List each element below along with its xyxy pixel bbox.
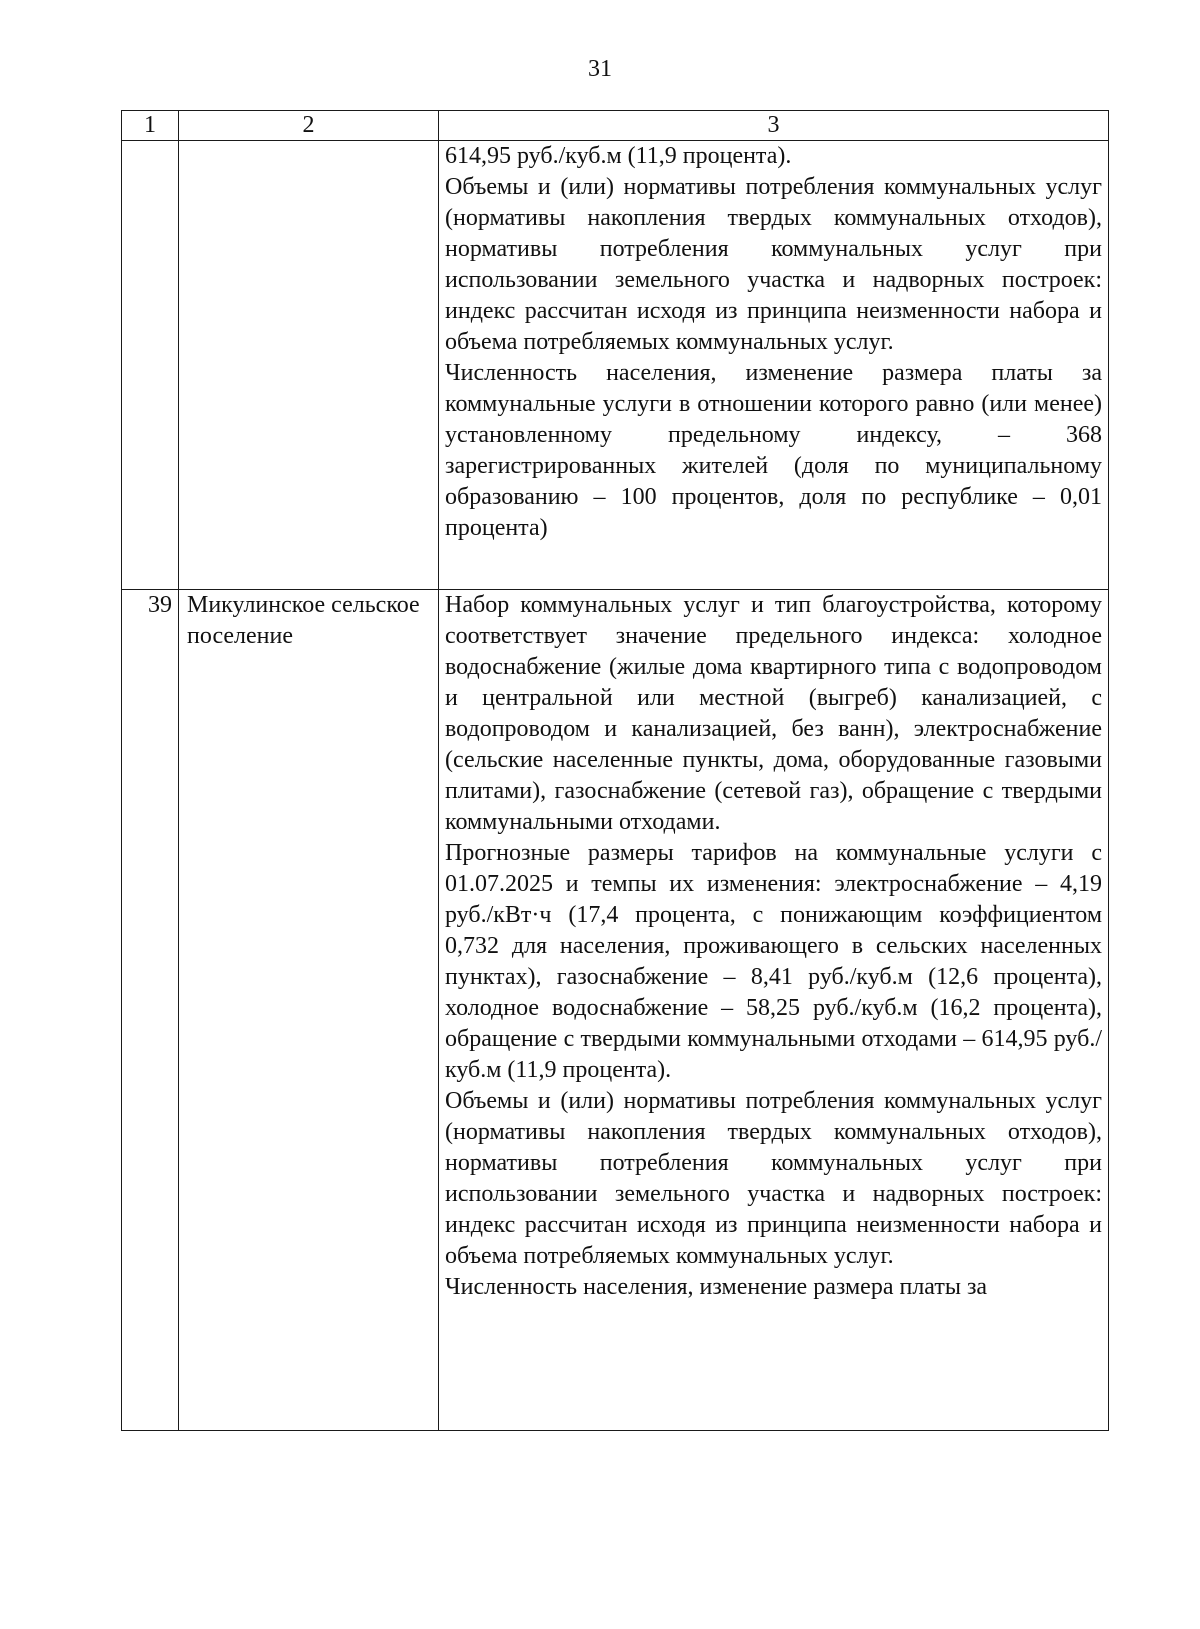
table-header-row <box>122 111 1109 141</box>
paragraph: Объемы и (или) нормативы потребления коммунальных услуг (нормативы накопления твердых коммунальных отходов), нормативы потребления коммунальных услуг при использовании земельного участка и надворных построек: индекс рассчитан исходя из принципа неизменности набора и объема потребляемых коммунальных услуг. <box>445 1088 1102 1269</box>
table-row <box>122 590 1109 1431</box>
row-number <box>122 141 179 590</box>
paragraph: Объемы и (или) нормативы потребления коммунальных услуг (нормативы накопления твердых коммунальных отходов), нормативы потребления коммунальных услуг при использовании земельного участка и надворных построек: индекс рассчитан исходя из принципа неизменности набора и объема потребляемых коммунальных услуг. <box>445 174 1102 355</box>
description-cell <box>439 590 1109 1431</box>
header-col-2: 2 <box>179 111 439 141</box>
row-number: 39 <box>122 590 179 1431</box>
header-col-1: 1 <box>122 111 179 141</box>
paragraph: Численность населения, изменение размера платы за <box>445 1274 988 1300</box>
header-col-3: 3 <box>439 111 1109 141</box>
description-cell <box>439 141 1109 590</box>
paragraph: 614,95 руб./куб.м (11,9 процента). <box>445 143 792 169</box>
table-row <box>122 141 1109 590</box>
paragraph: Численность населения, изменение размера платы за коммунальные услуги в отношении которого равно (или менее) установленному предельному индексу, – 368 зарегистрированных жителей (доля по муниципальному образованию – 100 процентов, доля по республике – 0,01 процента) <box>445 360 1102 541</box>
paragraph: Набор коммунальных услуг и тип благоустройства, которому соответствует значение предельного индекса: холодное водоснабжение (жилые дома квартирного типа с водопроводом и центральной или местной (выгреб) канализацией, с водопроводом и канализацией, без ванн), электроснабжение (сельские населенные пункты, дома, оборудованные газовыми плитами), газоснабжение (сетевой газ), обращение с твердыми коммунальными отходами. <box>445 592 1102 835</box>
settlement-name <box>179 141 439 590</box>
tariff-table <box>121 110 1109 1431</box>
settlement-name: Микулинское сельское поселение <box>179 590 439 1431</box>
paragraph: Прогнозные размеры тарифов на коммунальные услуги с 01.07.2025 и темпы их изменения: электроснабжение – 4,19 руб./кВт·ч (17,4 процента, с понижающим коэффициентом 0,732 для населения, проживающего в сельских населенных пунктах), газоснабжение – 8,41 руб./куб.м (12,6 процента), холодное водоснабжение – 58,25 руб./куб.м (16,2 процента), обращение с твердыми коммунальными отходами – 614,95 руб./куб.м (11,9 процента). <box>445 840 1102 1083</box>
page-number: 31 <box>588 56 612 82</box>
